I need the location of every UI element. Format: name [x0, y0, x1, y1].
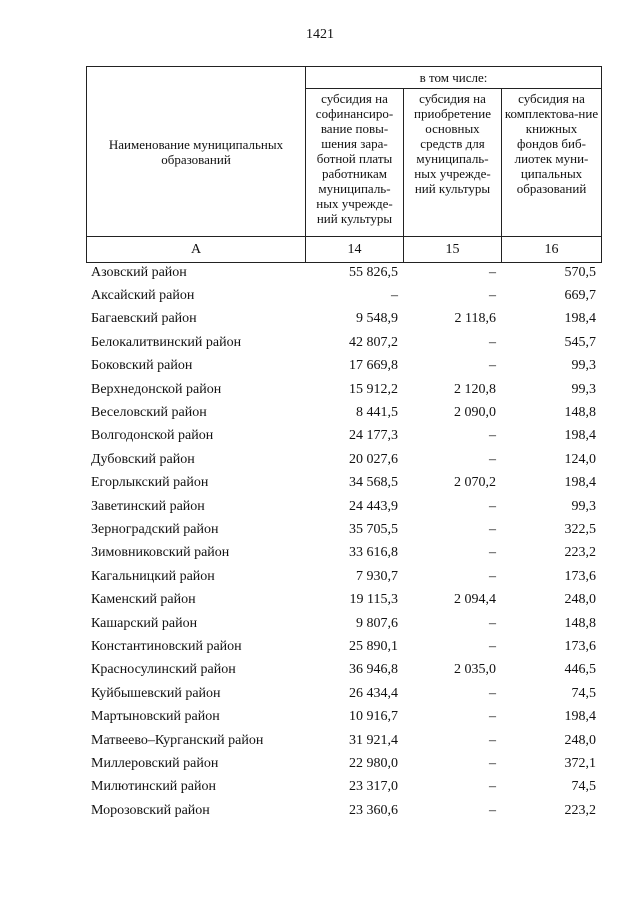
value-col-14: 25 890,1 [349, 638, 398, 654]
value-col-16: 124,0 [564, 451, 596, 467]
table-body [86, 261, 601, 822]
value-col-14: 36 946,8 [349, 662, 398, 678]
district-name: Азовский район [91, 264, 187, 280]
district-name: Веселовский район [91, 405, 207, 421]
value-col-15: 2 094,4 [454, 592, 496, 608]
district-name: Заветинский район [91, 498, 205, 514]
value-col-14: 7 930,7 [356, 568, 398, 584]
table-row [86, 729, 601, 752]
table-row [86, 518, 601, 541]
table-row [86, 378, 601, 401]
value-col-15: 2 118,6 [454, 311, 496, 327]
value-col-14: 42 807,2 [349, 334, 398, 350]
value-col-16: 173,6 [564, 568, 596, 584]
value-col-16: 223,2 [564, 802, 596, 818]
table-row [86, 448, 601, 471]
district-name: Волгодонской район [91, 428, 214, 444]
value-col-14: 24 177,3 [349, 428, 398, 444]
value-col-14: 19 115,3 [349, 592, 398, 608]
table-row [86, 425, 601, 448]
value-col-15: – [489, 521, 496, 537]
district-name: Миллеровский район [91, 755, 219, 771]
district-name: Зерноградский район [91, 521, 219, 537]
value-col-16: 198,4 [564, 428, 596, 444]
table-row [86, 542, 601, 565]
value-col-14: 31 921,4 [349, 732, 398, 748]
value-col-16: 198,4 [564, 311, 596, 327]
district-name: Боковский район [91, 358, 193, 374]
value-col-15: – [489, 755, 496, 771]
table-row [86, 799, 601, 822]
table-row [86, 612, 601, 635]
value-col-15: 2 120,8 [454, 381, 496, 397]
value-col-14: 26 434,4 [349, 685, 398, 701]
table-row [86, 331, 601, 354]
header-letter-a: А [87, 237, 306, 263]
district-name: Кагальницкий район [91, 568, 215, 584]
district-name: Егорлыкский район [91, 475, 209, 491]
value-col-14: 8 441,5 [356, 405, 398, 421]
value-col-15: – [489, 615, 496, 631]
value-col-15: 2 090,0 [454, 405, 496, 421]
value-col-15: – [489, 802, 496, 818]
table-row [86, 355, 601, 378]
header-col-16: субсидия на комплектова-ние книжных фондов биб-лиотек муни-ципальных образований [502, 89, 602, 237]
value-col-16: 669,7 [564, 288, 596, 304]
value-col-14: 24 443,9 [349, 498, 398, 514]
value-col-16: 545,7 [564, 334, 596, 350]
value-col-14: 9 548,9 [356, 311, 398, 327]
value-col-14: 34 568,5 [349, 475, 398, 491]
header-including: в том числе: [306, 67, 602, 89]
district-name: Матвеево–Курганский район [91, 732, 264, 748]
page-number: 1421 [306, 27, 334, 42]
value-col-14: 35 705,5 [349, 521, 398, 537]
value-col-16: 372,1 [564, 755, 596, 771]
value-col-15: – [489, 709, 496, 725]
value-col-14: 22 980,0 [349, 755, 398, 771]
table-row [86, 261, 601, 284]
value-col-16: 173,6 [564, 638, 596, 654]
value-col-16: 248,0 [564, 732, 596, 748]
value-col-15: – [489, 779, 496, 795]
table-row [86, 776, 601, 799]
table-row [86, 752, 601, 775]
value-col-15: – [489, 638, 496, 654]
table-row [86, 308, 601, 331]
district-name: Дубовский район [91, 451, 195, 467]
district-name: Морозовский район [91, 802, 210, 818]
value-col-15: – [489, 358, 496, 374]
table-header [86, 66, 602, 263]
table-row [86, 635, 601, 658]
value-col-14: 23 317,0 [349, 779, 398, 795]
table-row [86, 565, 601, 588]
value-col-15: – [489, 334, 496, 350]
district-name: Зимовниковский район [91, 545, 230, 561]
value-col-14: – [391, 288, 398, 304]
value-col-16: 74,5 [571, 779, 596, 795]
value-col-14: 23 360,6 [349, 802, 398, 818]
district-name: Каменский район [91, 592, 196, 608]
value-col-14: 10 916,7 [349, 709, 398, 725]
value-col-16: 99,3 [571, 498, 596, 514]
table-row [86, 682, 601, 705]
district-name: Милютинский район [91, 779, 217, 795]
table-row [86, 401, 601, 424]
value-col-16: 148,8 [564, 405, 596, 421]
value-col-15: 2 070,2 [454, 475, 496, 491]
value-col-16: 322,5 [564, 521, 596, 537]
value-col-16: 223,2 [564, 545, 596, 561]
value-col-14: 55 826,5 [349, 264, 398, 280]
value-col-16: 248,0 [564, 592, 596, 608]
value-col-15: – [489, 451, 496, 467]
value-col-15: – [489, 428, 496, 444]
value-col-15: – [489, 498, 496, 514]
district-name: Константиновский район [91, 638, 242, 654]
value-col-16: 446,5 [564, 662, 596, 678]
table-row [86, 659, 601, 682]
value-col-16: 99,3 [571, 358, 596, 374]
value-col-15: – [489, 288, 496, 304]
district-name: Багаевский район [91, 311, 197, 327]
table-row [86, 588, 601, 611]
district-name: Кашарский район [91, 615, 198, 631]
value-col-14: 20 027,6 [349, 451, 398, 467]
value-col-15: – [489, 685, 496, 701]
district-name: Белокалитвинский район [91, 334, 242, 350]
value-col-14: 17 669,8 [349, 358, 398, 374]
district-name: Мартыновский район [91, 709, 220, 725]
value-col-16: 99,3 [571, 381, 596, 397]
value-col-15: – [489, 568, 496, 584]
value-col-16: 74,5 [571, 685, 596, 701]
value-col-14: 9 807,6 [356, 615, 398, 631]
value-col-15: – [489, 732, 496, 748]
table-row [86, 705, 601, 728]
district-name: Аксайский район [91, 288, 195, 304]
value-col-16: 198,4 [564, 709, 596, 725]
table-row [86, 495, 601, 518]
header-num-16: 16 [502, 237, 602, 263]
value-col-15: 2 035,0 [454, 662, 496, 678]
value-col-15: – [489, 264, 496, 280]
value-col-14: 15 912,2 [349, 381, 398, 397]
header-num-14: 14 [306, 237, 404, 263]
header-name-column: Наименование муниципальных образований [87, 67, 306, 237]
value-col-16: 198,4 [564, 475, 596, 491]
district-name: Куйбышевский район [91, 685, 221, 701]
table-row [86, 472, 601, 495]
header-col-14: субсидия на софинансиро-вание повы-шения зара-ботной платы работникам муниципаль-ных учрежде-ний культуры [306, 89, 404, 237]
table-row [86, 284, 601, 307]
header-col-15: субсидия на приобретение основных средств для муниципаль-ных учрежде-ний культуры [404, 89, 502, 237]
header-num-15: 15 [404, 237, 502, 263]
value-col-14: 33 616,8 [349, 545, 398, 561]
value-col-16: 570,5 [564, 264, 596, 280]
district-name: Верхнедонской район [91, 381, 222, 397]
value-col-16: 148,8 [564, 615, 596, 631]
district-name: Красносулинский район [91, 662, 236, 678]
value-col-15: – [489, 545, 496, 561]
